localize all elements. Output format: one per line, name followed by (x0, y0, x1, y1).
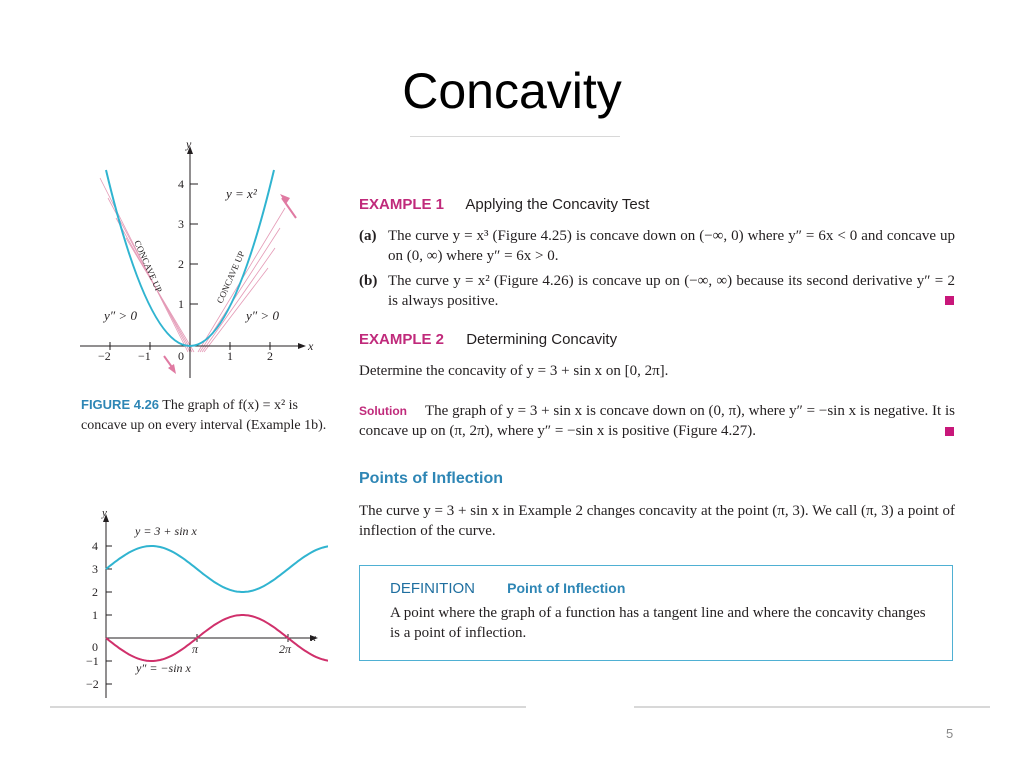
x-axis-label: x (311, 632, 316, 644)
example2-number: EXAMPLE 2 (359, 331, 445, 348)
curve-label: y = x² (226, 186, 257, 201)
y-tick-1: 1 (92, 608, 98, 622)
example2-title: Determining Concavity (466, 331, 618, 348)
y-tick-neg2: −2 (86, 677, 99, 691)
tangent-lines (100, 178, 285, 352)
inflection-paragraph: The curve y = 3 + sin x in Example 2 changes concavity at the point (π, 3). We call (π, 3) a point of inflection of the curve. (359, 503, 955, 539)
example1-number: EXAMPLE 1 (359, 196, 445, 213)
right-condition: y″ > 0 (246, 308, 279, 323)
sine-figure (78, 508, 328, 700)
y-tick-3: 3 (92, 562, 98, 576)
y-tick-1: 1 (178, 297, 184, 311)
example1-heading (359, 196, 649, 213)
example2-solution (359, 401, 955, 441)
y-tick-4: 4 (178, 177, 184, 191)
concave-up-left-label: CONCAVE UP (132, 238, 165, 295)
definition-label: DEFINITION (390, 580, 475, 597)
definition-text: A point where the graph of a function has a tangent line and where the concavity changes is a point of inflection. (390, 605, 926, 641)
y-tick-3: 3 (178, 217, 184, 231)
part-b-text: The curve y = x² (Figure 4.26) is concave up on (−∞, ∞) because its second derivative y″ = 2 is always positive. (388, 273, 955, 309)
up-arrow (282, 198, 296, 218)
example1-part-b (359, 271, 955, 311)
definition-heading (390, 580, 625, 597)
y-tick-4: 4 (92, 539, 98, 553)
x-axis-label: x (308, 339, 314, 353)
example1-title: Applying the Concavity Test (465, 196, 650, 213)
y-tick-neg1: −1 (86, 654, 99, 668)
part-a-text: The curve y = x³ (Figure 4.25) is concave down on (−∞, 0) where y″ = 6x < 0 and concave up on (0, ∞) where y″ = 6x > 0. (388, 228, 955, 264)
page-number: 5 (946, 726, 954, 741)
solution-label: Solution (359, 404, 407, 418)
example2-prompt: Determine the concavity of y = 3 + sin x on [0, 2π]. (359, 363, 669, 379)
parabola-figure (70, 138, 350, 388)
example1-part-a (359, 226, 955, 266)
second-derivative-label: y″ = −sin x (136, 661, 191, 675)
solution-text: The graph of y = 3 + sin x is concave down on (0, π), where y″ = −sin x is negative. It is concave up on (π, 2π), where y″ = −sin x is positive (Figure 4.27). (359, 403, 955, 439)
sine-curve-label: y = 3 + sin x (135, 524, 197, 538)
scan-edge-line (634, 706, 990, 708)
concave-up-right-label: CONCAVE UP (214, 249, 247, 305)
end-of-example-mark (945, 296, 954, 305)
y-tick-2: 2 (178, 257, 184, 271)
x-axis-arrow (298, 343, 306, 349)
y-tick-2: 2 (92, 585, 98, 599)
definition-title: Point of Inflection (507, 580, 626, 596)
x-tick-neg2: −2 (98, 349, 111, 363)
definition-box (359, 565, 953, 661)
example2-heading (359, 331, 617, 348)
figure-caption (81, 395, 343, 436)
scan-edge-line (410, 136, 620, 137)
inflection-heading: Points of Inflection (359, 470, 503, 487)
figure-caption-text: The graph of f(x) = x² is concave up on every interval (Example 1b). (81, 398, 327, 433)
part-a-label: (a) (359, 228, 377, 244)
down-arrow-head (168, 364, 176, 374)
x-tick-neg1: −1 (138, 349, 151, 363)
x-tick-1: 1 (227, 349, 233, 363)
x-tick-0: 0 (178, 349, 184, 363)
x-tick-pi: π (192, 642, 199, 656)
sine-curve (106, 546, 328, 592)
slide-title: Concavity (402, 63, 622, 119)
y-axis-label: y (102, 508, 107, 519)
y-axis-label: y (186, 138, 192, 151)
x-tick-2pi: 2π (279, 642, 292, 656)
figure-caption-label: FIGURE 4.26 (81, 397, 160, 412)
x-tick-2: 2 (267, 349, 273, 363)
part-b-label: (b) (359, 273, 378, 289)
scan-edge-line (50, 706, 526, 708)
y-tick-0: 0 (92, 640, 98, 654)
left-condition: y″ > 0 (104, 308, 137, 323)
end-of-example-mark (945, 427, 954, 436)
